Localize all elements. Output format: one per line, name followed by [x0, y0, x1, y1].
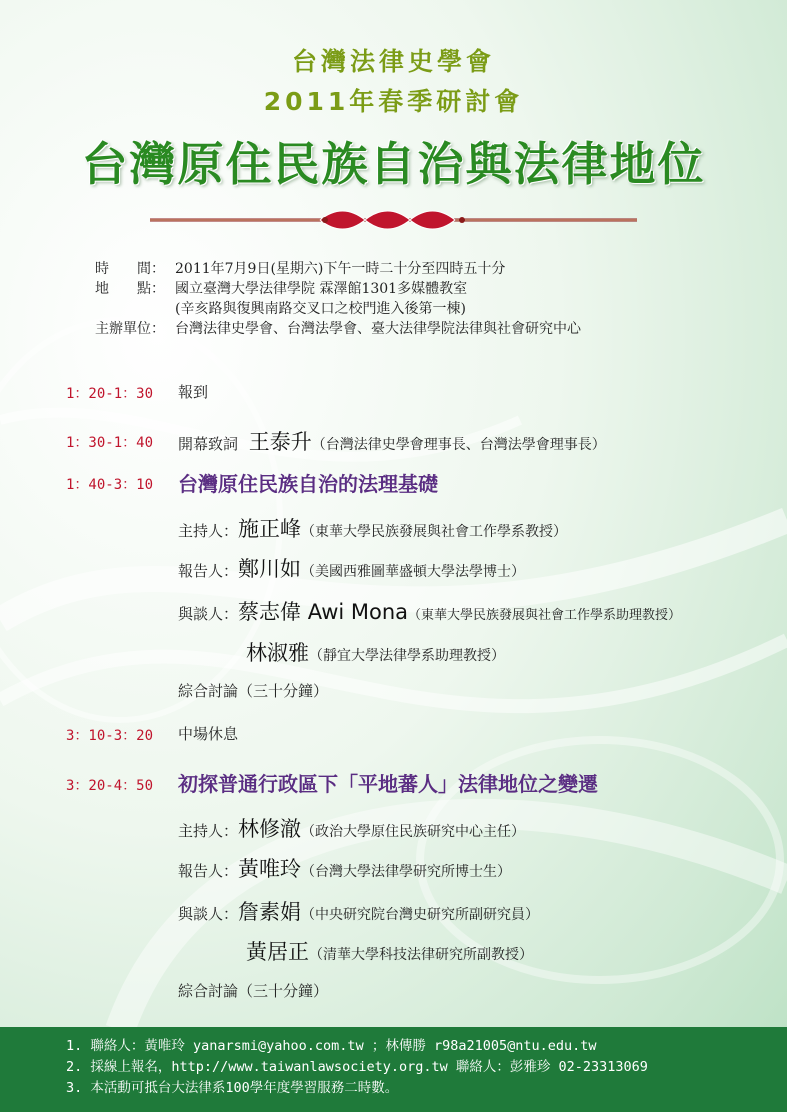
session2-discussant1-affiliation: （中央研究院台灣史研究所副研究員） — [301, 907, 540, 923]
session1-reporter-affiliation: （美國西雅圖華盛頓大學法學博士） — [301, 564, 526, 580]
session2-discussant2-affiliation: （清華大學科技法律研究所副教授） — [309, 947, 533, 963]
place-info-row — [95, 279, 467, 299]
session2-reporter-name: 黃唯玲 — [238, 857, 302, 881]
event-name: 2011年春季研討會 — [263, 87, 524, 116]
schedule-item-registration: 報到 — [178, 383, 209, 401]
session2-reporter-affiliation: （台灣大學法律學研究所博士生） — [301, 864, 512, 880]
session1-discussant2-row — [246, 637, 505, 667]
place-note: (辛亥路與復興南路交叉口之校門進入後第一棟) — [175, 301, 466, 317]
session2-discussant2-row — [246, 936, 533, 966]
schedule-time-opening: 1：30-1：40 — [66, 435, 154, 451]
session1-discussant2-affiliation: （靜宜大學法律學系助理教授） — [309, 648, 505, 664]
host-value: 台灣法律史學會、台灣法學會、臺大法律學院法律與社會研究中心 — [175, 321, 581, 337]
schedule-item-opening — [178, 426, 606, 456]
session1-general-discussion: 綜合討論（三十分鐘） — [178, 682, 329, 700]
session2-chair-name: 林修澈 — [238, 817, 302, 841]
session2-discussant1-name: 詹素娟 — [238, 900, 302, 924]
host-info-row — [95, 319, 581, 339]
session2-discussant2-name: 黃居正 — [246, 940, 309, 964]
session1-chair-name: 施正峰 — [238, 517, 302, 541]
opening-speaker-name: 王泰升 — [248, 430, 312, 454]
time-value: 2011年7月9日(星期六)下午一時二十分至四時五十分 — [175, 261, 506, 277]
session1-reporter-row — [178, 553, 525, 583]
page-title: 台灣原住民族自治與法律地位 — [81, 137, 706, 191]
schedule-time-session1: 1：40-3：10 — [66, 477, 154, 493]
place-label: 地 點： — [95, 281, 165, 297]
session1-title: 台灣原住民族自治的法理基礎 — [178, 472, 438, 496]
footer-contact-bar — [0, 1027, 787, 1112]
place-value: 國立臺灣大學法律學院 霖澤館1301多媒體教室 — [175, 281, 468, 297]
chair-role-label: 主持人： — [178, 822, 239, 840]
schedule-item-break: 中場休息 — [178, 725, 239, 743]
session2-chair-affiliation: （政治大學原住民族研究中心主任） — [301, 824, 526, 840]
opening-label: 開幕致詞 — [178, 435, 239, 453]
discussant-role-label: 與談人： — [178, 605, 239, 623]
session1-chair-affiliation: （東華大學民族發展與社會工作學系教授） — [301, 524, 568, 540]
organization-name: 台灣法律史學會 — [291, 47, 495, 76]
session2-title: 初探普通行政區下「平地蕃人」法律地位之變遷 — [178, 772, 598, 796]
time-info-row — [95, 259, 505, 279]
host-label: 主辦單位： — [95, 321, 165, 337]
chair-role-label: 主持人： — [178, 522, 239, 540]
discussant-role-label: 與談人： — [178, 905, 239, 923]
time-label: 時 間： — [95, 261, 165, 277]
session1-discussant1-affiliation: （東華大學民族發展與社會工作學系助理教授） — [408, 608, 682, 623]
schedule-time-registration: 1：20-1：30 — [66, 386, 154, 402]
footer-contact-line: 1. 聯絡人：黃唯玲 yanarsmi@yahoo.com.tw ；林傳勝 r98a21005@ntu.edu.tw — [66, 1038, 597, 1054]
schedule-time-break: 3：10-3：20 — [66, 728, 154, 744]
footer-registration-line: 2. 採線上報名，http://www.taiwanlawsociety.org.tw 聯絡人：彭雅珍 02-23313069 — [66, 1059, 648, 1075]
session1-discussant1-name: 蔡志偉 Awi Mona — [238, 600, 409, 624]
session1-chair-row — [178, 513, 567, 543]
session2-reporter-row — [178, 853, 511, 883]
footer-credit-line: 3. 本活動可抵台大法律系100學年度學習服務二時數。 — [66, 1080, 399, 1096]
reporter-role-label: 報告人： — [178, 562, 239, 580]
opening-speaker-affiliation: （台灣法律史學會理事長、台灣法學會理事長） — [311, 437, 606, 453]
session2-general-discussion: 綜合討論（三十分鐘） — [178, 982, 329, 1000]
ribbon-divider-ornament — [150, 206, 637, 234]
session2-discussant1-row — [178, 896, 539, 926]
schedule-time-session2: 3：20-4：50 — [66, 778, 154, 794]
session1-discussant1-row — [178, 596, 681, 626]
session2-chair-row — [178, 813, 525, 843]
session1-reporter-name: 鄭川如 — [238, 557, 302, 581]
reporter-role-label: 報告人： — [178, 862, 239, 880]
session1-discussant2-name: 林淑雅 — [246, 641, 309, 665]
